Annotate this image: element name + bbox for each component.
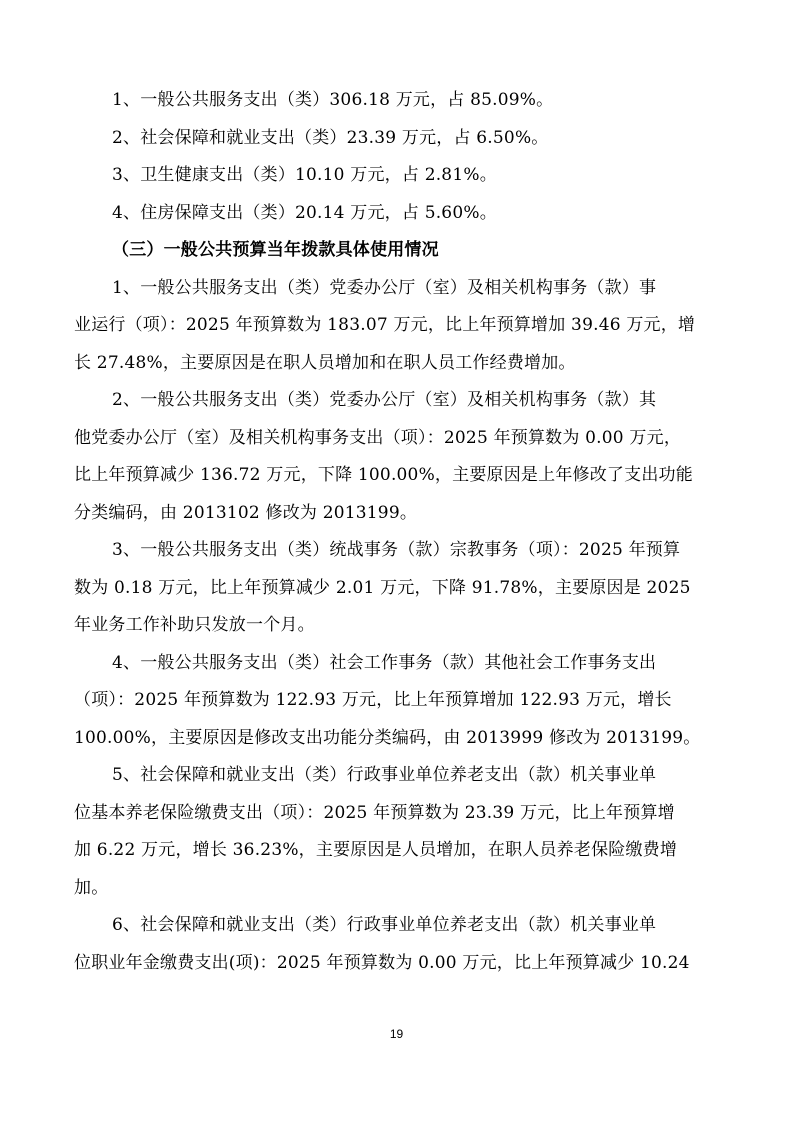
paragraph-line: 数为 0.18 万元，比上年预算减少 2.01 万元，下降 91.78%，主要原因是 2025 bbox=[74, 578, 691, 598]
paragraph-line: 分类编码，由 2013102 修改为 2013199。 bbox=[74, 503, 418, 523]
paragraph-line: 100.00%，主要原因是修改支出功能分类编码，由 2013999 修改为 2013199。 bbox=[74, 728, 701, 748]
paragraph-line: 业运行（项）：2025 年预算数为 183.07 万元，比上年预算增加 39.46 万元，增 bbox=[74, 315, 696, 335]
paragraph-line: 加。 bbox=[74, 878, 109, 898]
paragraph-line: 比上年预算减少 136.72 万元，下降 100.00%，主要原因是上年修改了支出功能 bbox=[74, 465, 693, 485]
page-number: 19 bbox=[389, 1027, 404, 1041]
paragraph-line: 2、一般公共服务支出（类）党委办公厅（室）及相关机构事务（款）其 bbox=[112, 390, 657, 410]
paragraph-line: （项）：2025 年预算数为 122.93 万元，比上年预算增加 122.93 万元，增长 bbox=[74, 690, 672, 710]
summary-item-2: 2、社会保障和就业支出（类）23.39 万元，占 6.50%。 bbox=[112, 128, 549, 148]
paragraph-line: 1、一般公共服务支出（类）党委办公厅（室）及相关机构事务（款）事 bbox=[112, 278, 657, 298]
paragraph-line: 长 27.48%，主要原因是在职人员增加和在职人员工作经费增加。 bbox=[74, 353, 576, 373]
section-heading: （三）一般公共预算当年拨款具体使用情况 bbox=[112, 240, 439, 260]
paragraph-line: 年业务工作补助只发放一个月。 bbox=[74, 615, 315, 635]
paragraph-line: 位职业年金缴费支出(项)：2025 年预算数为 0.00 万元，比上年预算减少 10.24 bbox=[74, 953, 690, 973]
paragraph-line: 4、一般公共服务支出（类）社会工作事务（款）其他社会工作事务支出 bbox=[112, 653, 657, 673]
paragraph-line: 位基本养老保险缴费支出（项）：2025 年预算数为 23.39 万元，比上年预算增 bbox=[74, 803, 675, 823]
summary-item-3: 3、卫生健康支出（类）10.10 万元，占 2.81%。 bbox=[112, 165, 497, 185]
paragraph-line: 3、一般公共服务支出（类）统战事务（款）宗教事务（项）：2025 年预算 bbox=[112, 540, 681, 560]
paragraph-line: 6、社会保障和就业支出（类）行政事业单位养老支出（款）机关事业单 bbox=[112, 915, 657, 935]
paragraph-line: 5、社会保障和就业支出（类）行政事业单位养老支出（款）机关事业单 bbox=[112, 765, 657, 785]
summary-item-4: 4、住房保障支出（类）20.14 万元，占 5.60%。 bbox=[112, 203, 497, 223]
paragraph-line: 他党委办公厅（室）及相关机构事务支出（项）：2025 年预算数为 0.00 万元， bbox=[74, 428, 682, 448]
paragraph-line: 加 6.22 万元，增长 36.23%，主要原因是人员增加，在职人员养老保险缴费增 bbox=[74, 840, 678, 860]
summary-item-1: 1、一般公共服务支出（类）306.18 万元，占 85.09%。 bbox=[112, 90, 554, 110]
